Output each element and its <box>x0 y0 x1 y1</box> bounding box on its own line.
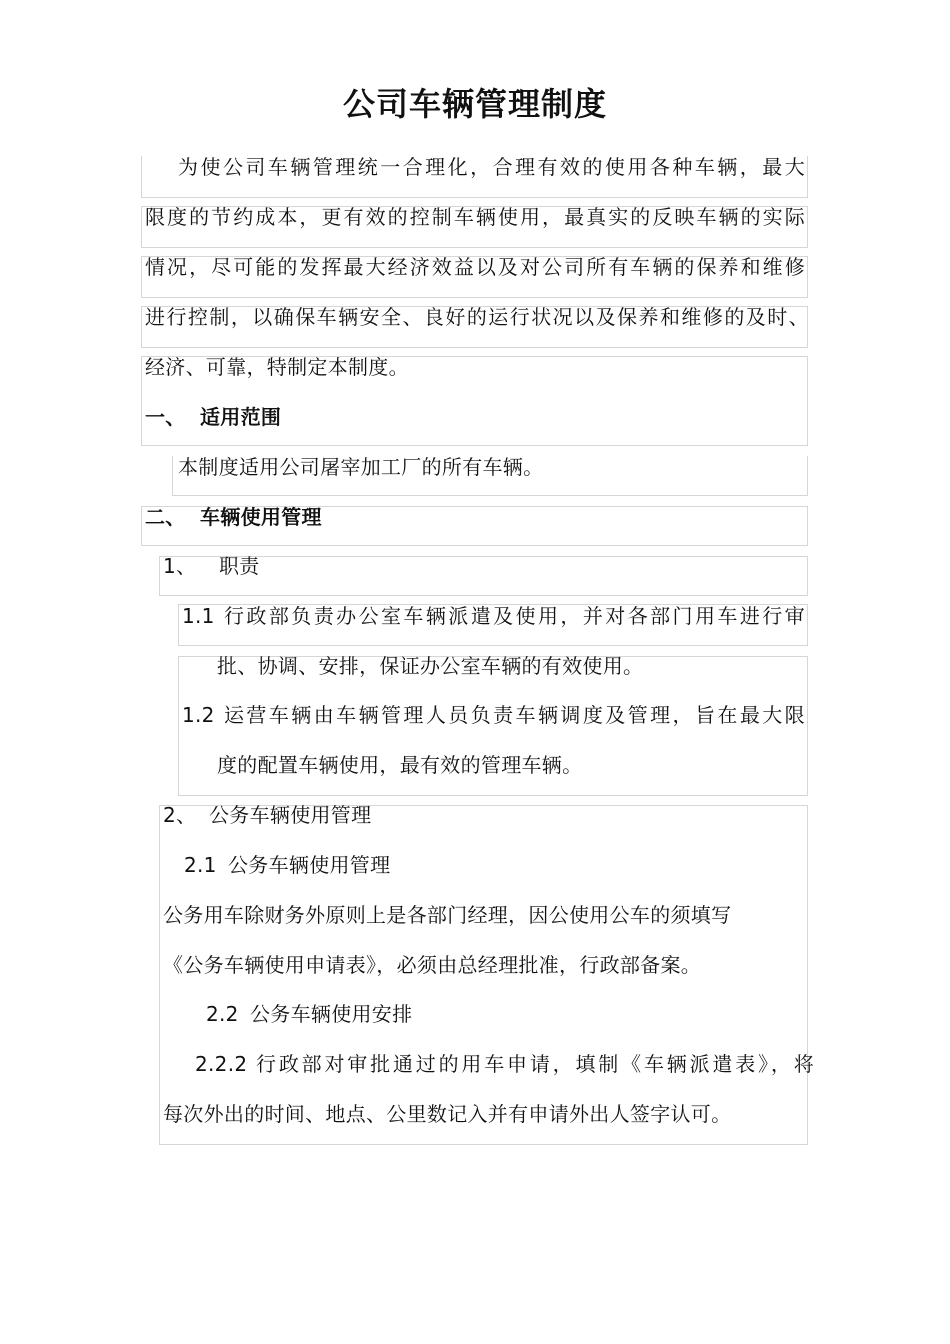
subsection-2-heading: 公务车辆使用管理 <box>209 803 372 827</box>
item-2-2-2-line-1: 行政部对审批通过的用车申请，填制《车辆派遣表》，将 <box>256 1052 814 1076</box>
item-2-1-line-1: 公务用车除财务外原则上是各部门经理，因公使用公车的须填写 <box>163 903 732 927</box>
intro-line-5: 经济、可靠，特制定本制度。 <box>145 355 409 379</box>
subsection-1-heading: 职责 <box>219 554 260 578</box>
section-2-heading: 车辆使用管理 <box>200 505 322 529</box>
item-1-1-line-1: 行政部负责办公室车辆派遣及使用，并对各部门用车进行审 <box>224 604 805 628</box>
item-2-2-2-number: 2.2.2 <box>195 1052 248 1076</box>
intro-line-1: 为使公司车辆管理统一合理化，合理有效的使用各种车辆，最大 <box>178 155 805 179</box>
item-2-2-2-line-2: 每次外出的时间、地点、公里数记入并有申请外出人签字认可。 <box>163 1102 732 1126</box>
subsection-2-number: 2、 <box>163 803 197 827</box>
intro-line-4: 进行控制，以确保车辆安全、良好的运行状况以及保养和维修的及时、 <box>145 305 809 329</box>
intro-line-2: 限度的节约成本，更有效的控制车辆使用，最真实的反映车辆的实际 <box>145 205 805 229</box>
item-1-1-line-2: 批、协调、安排，保证办公室车辆的有效使用。 <box>217 654 644 678</box>
item-1-2-line-2: 度的配置车辆使用，最有效的管理车辆。 <box>217 753 583 777</box>
subsection-1-number: 1、 <box>163 554 197 578</box>
item-1-2-number: 1.2 <box>182 703 215 727</box>
section-1-heading: 适用范围 <box>200 405 282 429</box>
document-title: 公司车辆管理制度 <box>342 85 607 123</box>
item-2-1-number: 2.1 <box>184 853 217 877</box>
item-2-1-line-2: 《公务车辆使用申请表》，必须由总经理批准，行政部备案。 <box>163 953 702 977</box>
item-1-1-number: 1.1 <box>182 604 215 628</box>
section-1-body: 本制度适用公司屠宰加工厂的所有车辆。 <box>178 455 544 479</box>
item-2-1-heading: 公务车辆使用管理 <box>228 853 391 877</box>
item-2-2-heading: 公务车辆使用安排 <box>250 1002 413 1026</box>
item-2-2-number: 2.2 <box>206 1002 239 1026</box>
section-2-number: 二、 <box>145 505 186 529</box>
item-1-2-line-1: 运营车辆由车辆管理人员负责车辆调度及管理，旨在最大限 <box>224 703 805 727</box>
section-1-number: 一、 <box>145 405 186 429</box>
intro-line-3: 情况，尽可能的发挥最大经济效益以及对公司所有车辆的保养和维修 <box>145 255 805 279</box>
